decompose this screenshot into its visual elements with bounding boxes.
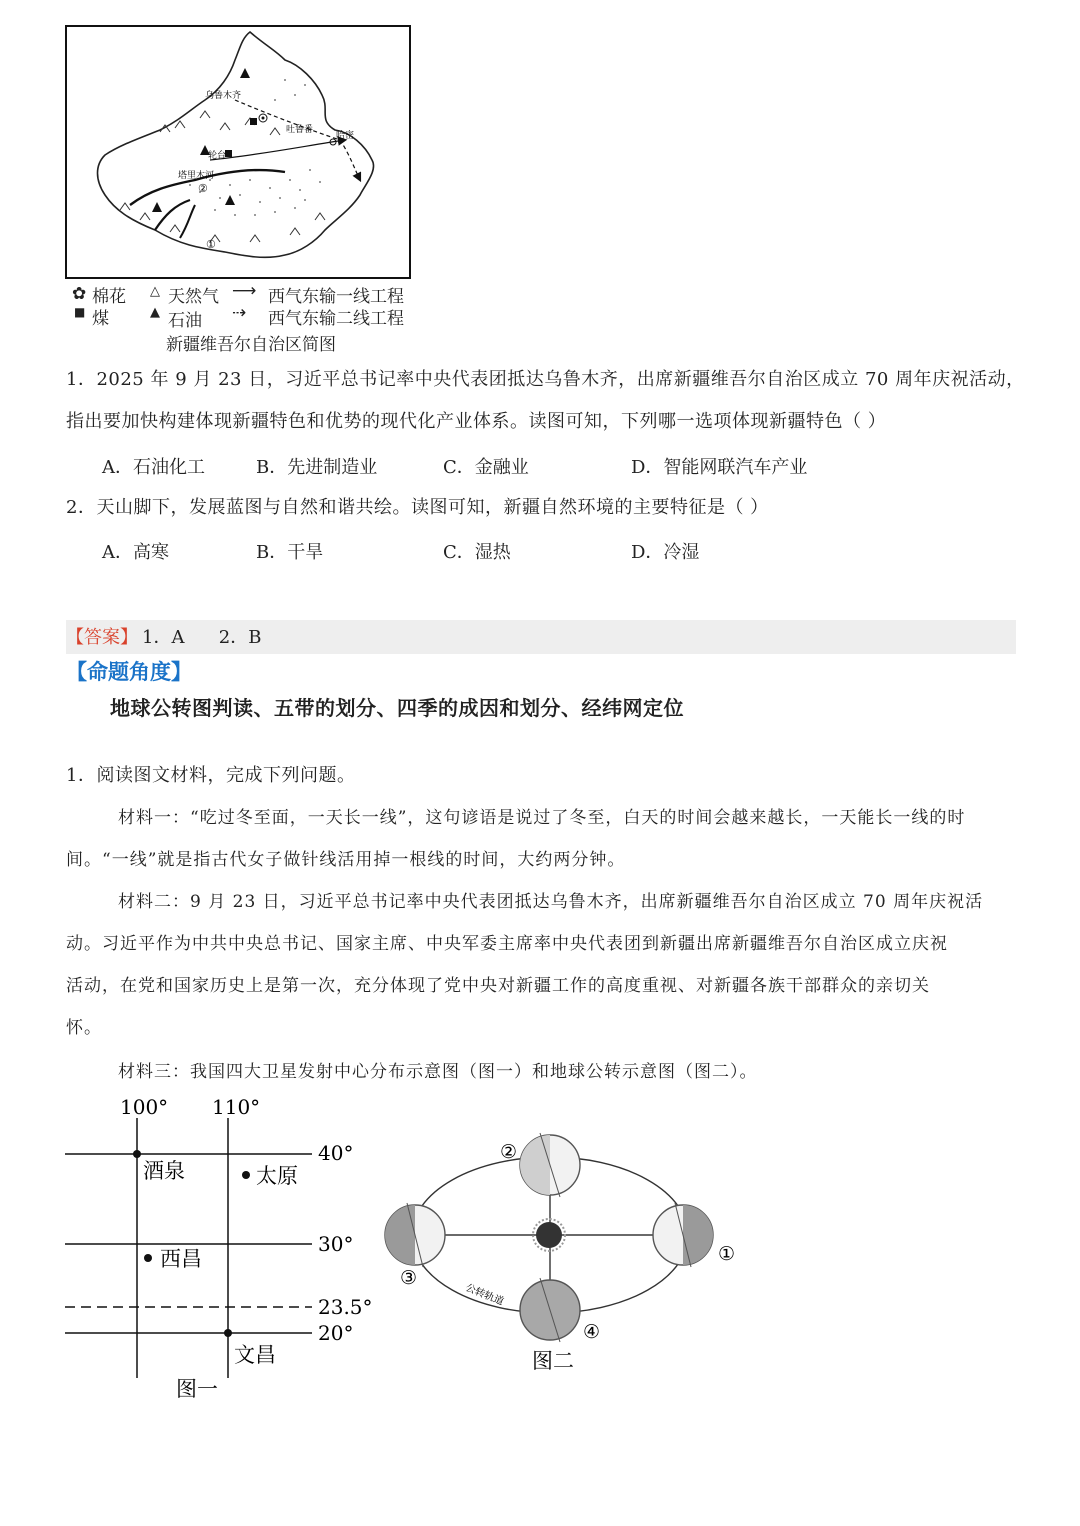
map-label-luntai: 轮台 — [208, 151, 227, 161]
legend-line1: 西气东输一线工程 — [268, 287, 404, 307]
position-label-4: ④ — [583, 1321, 601, 1343]
site-dot-xichang — [144, 1254, 152, 1262]
solid-arrow-icon: ⟶ — [232, 281, 257, 301]
material-3: 材料三：我国四大卫星发射中心分布示意图（图一）和地球公转示意图（图二）。 — [118, 1062, 758, 1082]
position-label-2: ② — [500, 1141, 518, 1163]
xinjiang-map — [60, 20, 420, 282]
lat-20: 20° — [318, 1321, 354, 1345]
figure-2-caption: 图二 — [532, 1349, 574, 1373]
figure-1-grid — [60, 1090, 380, 1410]
material-2-line1: 材料二：9 月 23 日，习近平总书记率中央代表团抵达乌鲁木齐，出席新疆维吾尔自治区成立 70 周年庆祝活 — [118, 892, 984, 912]
map-label-urumqi: 乌鲁木齐 — [205, 91, 242, 101]
map-label-hami: 哈密 — [336, 131, 355, 141]
answer-text: 1．A 2．B — [142, 627, 262, 648]
position-label-1: ① — [718, 1243, 736, 1265]
oil-icon: ▲ — [150, 305, 160, 320]
q2-option-b[interactable]: B．干旱 — [256, 542, 324, 563]
map-marker-1: ① — [206, 238, 216, 251]
earth-position-4 — [520, 1278, 580, 1342]
position-label-3: ③ — [400, 1267, 418, 1289]
q2-option-c[interactable]: C．湿热 — [443, 542, 511, 563]
legend-coal: 煤 — [92, 309, 109, 329]
dashed-arrow-icon: ⇢ — [232, 303, 247, 323]
q1-option-c[interactable]: C．金融业 — [443, 457, 529, 478]
section-title: 地球公转图判读、五带的划分、四季的成因和划分、经纬网定位 — [110, 696, 684, 720]
site-jiuquan: 酒泉 — [143, 1159, 185, 1183]
site-dot-taiyuan — [242, 1171, 250, 1179]
site-wenchang: 文昌 — [234, 1343, 276, 1367]
question-1-line2: 指出要加快构建体现新疆特色和优势的现代化产业体系。读图可知，下列哪一选项体现新疆特色（ ） — [66, 411, 887, 432]
question-2-line1: 2．天山脚下，发展蓝图与自然和谐共绘。读图可知，新疆自然环境的主要特征是（ ） — [66, 497, 769, 518]
lon-110: 110° — [212, 1095, 261, 1119]
earth-position-2 — [520, 1133, 580, 1197]
q1-option-a[interactable]: A．石油化工 — [102, 457, 205, 478]
lat-23-5: 23.5° — [318, 1295, 373, 1319]
figure-1-caption: 图一 — [176, 1377, 218, 1401]
site-dot-wenchang — [224, 1329, 232, 1337]
material-1-line2: 间。“一线”就是指古代女子做针线活用掉一根线的时间，大约两分钟。 — [66, 850, 626, 870]
site-xichang: 西昌 — [160, 1247, 202, 1271]
map-label-turpan: 吐鲁番 — [286, 125, 314, 135]
site-dot-jiuquan — [133, 1150, 141, 1158]
earth-position-1 — [653, 1203, 713, 1267]
material-2-line2: 动。习近平作为中共中央总书记、国家主席、中央军委主席率中央代表团到新疆出席新疆维吾尔自治区成立庆祝 — [66, 934, 948, 954]
material-2-line4: 怀。 — [66, 1018, 102, 1038]
sun-icon — [536, 1222, 562, 1248]
q1-option-d[interactable]: D．智能网联汽车产业 — [631, 457, 808, 478]
figure-2-orbit — [380, 1128, 750, 1378]
material-1-line1: 材料一：“吃过冬至面，一天长一线”，这句谚语是说过了冬至，白天的时间会越来越长，一天能长一线的时 — [118, 808, 966, 828]
map-label-tarim-river: 塔里木河 — [178, 171, 215, 181]
material-2-line3: 活动，在党和国家历史上是第一次，充分体现了党中央对新疆工作的高度重视、对新疆各族干部群众的亲切关 — [66, 976, 930, 996]
map-marker-2: ② — [198, 182, 208, 195]
coal-icon: ■ — [74, 305, 86, 319]
section-tag: 【命题角度】 — [66, 660, 192, 684]
exercise-intro: 1．阅读图文材料，完成下列问题。 — [66, 765, 356, 786]
gas-icon: △ — [150, 284, 160, 299]
map-caption: 新疆维吾尔自治区简图 — [166, 335, 336, 355]
q2-option-a[interactable]: A．高寒 — [102, 542, 169, 563]
q1-option-b[interactable]: B．先进制造业 — [256, 457, 378, 478]
orbit-label: 公转轨道 — [463, 1282, 506, 1308]
lat-30: 30° — [318, 1232, 354, 1256]
map-legend — [72, 281, 432, 355]
legend-cotton: 棉花 — [92, 287, 126, 307]
question-1-line1: 1．2025 年 9 月 23 日，习近平总书记率中央代表团抵达乌鲁木齐，出席新疆维吾尔自治区成立 70 周年庆祝活动， — [66, 369, 1025, 390]
site-taiyuan: 太原 — [256, 1164, 298, 1188]
earth-position-3 — [385, 1203, 445, 1267]
lat-40: 40° — [318, 1141, 354, 1165]
answer-tag: 【答案】 — [66, 627, 138, 648]
legend-gas: 天然气 — [168, 287, 219, 307]
legend-oil: 石油 — [168, 311, 202, 331]
cotton-icon: ✿ — [72, 284, 87, 304]
legend-line2: 西气东输二线工程 — [268, 309, 404, 329]
lon-100: 100° — [120, 1095, 169, 1119]
q2-option-d[interactable]: D．冷湿 — [631, 542, 700, 563]
